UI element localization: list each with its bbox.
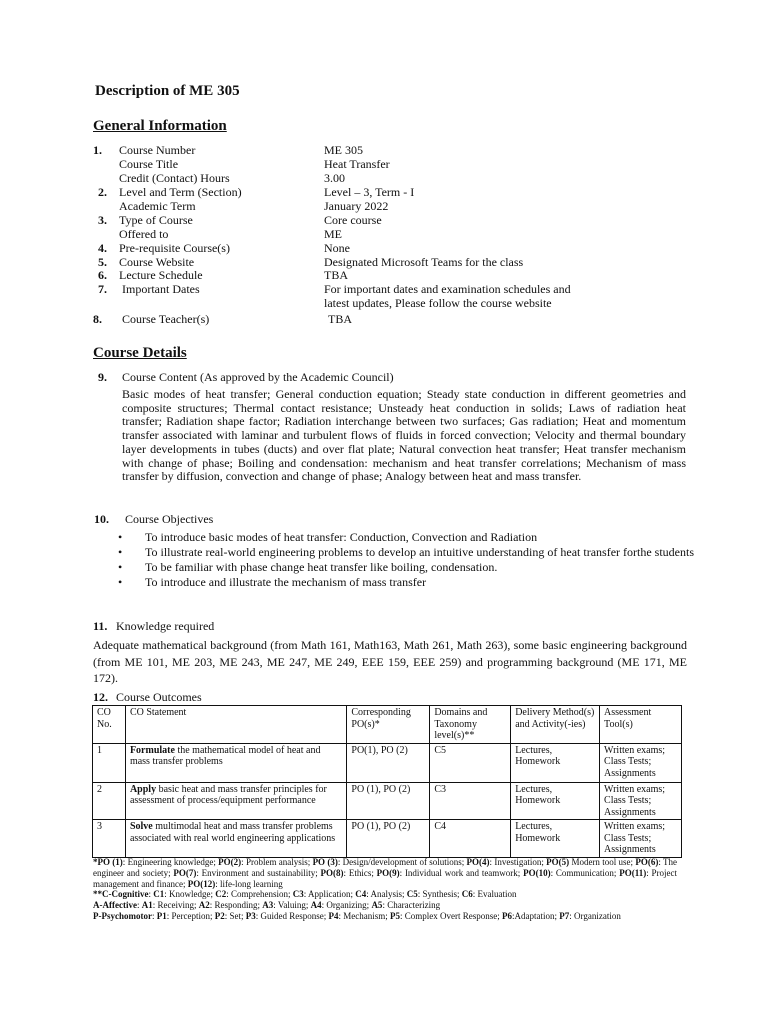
- objective-text: To be familiar with phase change heat transfer like boiling, condensation.: [145, 560, 498, 574]
- footnotes: [93, 857, 677, 922]
- po-code: PO(11): [619, 867, 647, 878]
- domain-desc: : Complex Overt Response;: [400, 910, 503, 921]
- gi-row-label: Academic Term: [119, 199, 196, 213]
- domain-code: A5: [371, 900, 383, 911]
- gi-row: [0, 143, 768, 157]
- gi-row-label: Type of Course: [119, 213, 193, 227]
- domain-desc: : Organization: [569, 910, 621, 921]
- po-desc: : Engineering knowledge;: [122, 857, 219, 867]
- gi-row: [0, 157, 768, 171]
- domain-desc: :Adaptation;: [512, 910, 560, 921]
- domain-desc: : Responding;: [209, 900, 263, 911]
- gi-row-value: Designated Microsoft Teams for the class: [324, 255, 524, 269]
- gi-row-value: ME: [324, 227, 342, 241]
- course-details-heading: Course Details: [93, 345, 187, 361]
- domain-code: P5: [390, 910, 401, 921]
- gi-row-value: TBA: [324, 268, 348, 282]
- gi-row-label: Course Teacher(s): [122, 312, 210, 326]
- gi-row-number: 1.: [93, 143, 102, 157]
- po-code: *PO (1): [93, 857, 123, 867]
- co-verb: Apply: [129, 783, 157, 795]
- bullet-icon: •: [118, 545, 123, 559]
- domain-code: P6: [502, 910, 513, 921]
- gi-row-number: 6.: [98, 268, 107, 282]
- gi-row-value: For important dates and examination schedules and: [324, 282, 571, 296]
- header-assessment-tool: Assessment Tool(s): [600, 706, 682, 744]
- co-statement-text: basic heat and mass transfer principles for assessment of process/equipment performance: [129, 783, 327, 806]
- gi-row-label: Course Number: [119, 143, 196, 157]
- po-desc: : Ethics;: [343, 867, 377, 878]
- gi-row-label: Course Website: [119, 255, 195, 269]
- co-delivery: Lectures, Homework: [511, 782, 600, 820]
- domain-code: A4: [310, 900, 322, 911]
- objective-text: To introduce basic modes of heat transfer: Conduction, Convection and Radiation: [145, 530, 538, 544]
- domain-desc: : Set;: [224, 910, 246, 921]
- co-assessment: Written exams; Class Tests; Assignments: [600, 820, 682, 858]
- domain-code: A-Affective: [93, 900, 137, 911]
- domain-code: C3: [292, 889, 304, 900]
- co-delivery: Lectures, Homework: [511, 743, 600, 782]
- affective-footnote: [93, 900, 677, 911]
- gi-row-label: Course Title: [119, 157, 179, 171]
- po-desc: : Project management and finance;: [93, 867, 677, 889]
- course-outcomes-label: Course Outcomes: [116, 690, 202, 704]
- objective-item: [118, 530, 698, 544]
- course-content-number: 9.: [98, 370, 107, 384]
- po-footnote: [93, 857, 677, 889]
- co-statement: [125, 820, 346, 858]
- po-code: PO(10): [523, 867, 551, 878]
- domain-code: P-Psychomotor: [93, 910, 152, 921]
- domain-code: A2: [198, 900, 210, 911]
- domain-desc: : Application;: [303, 889, 356, 900]
- po-code: PO(12): [187, 878, 216, 889]
- domain-desc: : Analysis;: [366, 889, 407, 900]
- header-delivery-method: Delivery Method(s) and Activity(-ies): [511, 706, 600, 744]
- document-title: Description of ME 305: [95, 83, 240, 99]
- knowledge-required-text: Adequate mathematical background (from Math 161, Math163, Math 261, Math 263), some basic engineering background (from ME 101, ME 203, ME 243, ME 247, ME 249, EEE 159, EEE 259) and programming background (ME 171, ME 172).: [93, 638, 687, 685]
- gi-row-value: TBA: [328, 312, 352, 326]
- gi-row-label: Offered to: [119, 227, 169, 241]
- domain-code: P7: [559, 910, 570, 921]
- domain-code: C4: [355, 889, 367, 900]
- domain-desc: :: [148, 889, 154, 900]
- domain-desc: : Comprehension;: [226, 889, 293, 900]
- table-header-row: [93, 706, 682, 744]
- header-corresponding-po: Corresponding PO(s)*: [347, 706, 430, 744]
- course-objectives-list: [118, 530, 698, 590]
- course-content-text: Basic modes of heat transfer; General conduction equation; Steady state conduction in different geometries and composite structures; Thermal contact resistance; Unsteady heat conduction in solids; Laws of radiation heat transfer; Radiation shape factor; Radiation interchange between two surfaces; Gas radiation; Heat and momentum transfer associated with laminar and turbulent flows of fluids in forced convection; Velocity and thermal boundary layer developments in tubes (ducts) and over flat plate; Natural convection heat transfer; Heat transfer mechanism with change of phase; Boiling and condensation: mechanism and heat transfer correlations; Mechanism of mass transfer by diffusion, convection and change of phase; Analogy between heat and mass transfer.: [122, 387, 686, 484]
- course-content-label: Course Content (As approved by the Academic Council): [122, 370, 394, 384]
- gi-row: [0, 241, 768, 255]
- po-desc: : Design/development of solutions;: [337, 857, 467, 867]
- gi-row-number: 2.: [98, 185, 107, 199]
- domain-code: C6: [461, 889, 473, 900]
- domain-desc: : Mechanism;: [338, 910, 391, 921]
- gi-row-value: January 2022: [324, 199, 389, 213]
- domain-code: P2: [214, 910, 225, 921]
- gi-row-label: Lecture Schedule: [119, 268, 203, 282]
- co-po: PO(1), PO (2): [347, 743, 430, 782]
- course-objectives-label: Course Objectives: [125, 512, 214, 526]
- gi-row: [0, 312, 768, 326]
- domain-code: P1: [156, 910, 167, 921]
- domain-desc: : Perception;: [166, 910, 215, 921]
- domain-desc: : Synthesis;: [417, 889, 462, 900]
- psychomotor-footnote: [93, 911, 677, 922]
- domain-code: P3: [245, 910, 256, 921]
- table-row: [93, 782, 682, 820]
- gi-row: [0, 213, 768, 227]
- gi-row-number: 8.: [93, 312, 102, 326]
- cognitive-footnote: [93, 889, 677, 900]
- gi-row-value: Level – 3, Term - I: [324, 185, 415, 199]
- objective-text: To illustrate real-world engineering problems to develop an intuitive understanding of heat transfer forthe students: [145, 545, 694, 559]
- knowledge-required-label: Knowledge required: [116, 619, 215, 633]
- co-number: 2: [93, 782, 126, 820]
- gi-row-label: Important Dates: [122, 282, 200, 296]
- gi-row-number: 4.: [98, 241, 107, 255]
- domain-code: **C-Cognitive: [93, 889, 149, 900]
- domain-desc: : Valuing;: [273, 900, 311, 911]
- po-code: PO(8): [320, 867, 344, 878]
- co-verb: Formulate: [129, 744, 175, 756]
- co-statement: [125, 782, 346, 820]
- gi-row: [0, 282, 768, 296]
- general-information-heading: General Information: [93, 118, 227, 134]
- co-delivery: Lectures, Homework: [511, 820, 600, 858]
- table-row: [93, 743, 682, 782]
- po-code: PO(7): [173, 867, 197, 878]
- po-desc: : The engineer and society;: [93, 857, 677, 878]
- header-co-statement: CO Statement: [125, 706, 346, 744]
- co-domain: C3: [430, 782, 511, 820]
- gi-row: [0, 199, 768, 213]
- course-outcomes-number: 12.: [93, 690, 108, 704]
- domain-desc: : Characterizing: [382, 900, 441, 911]
- gi-row-value: Heat Transfer: [324, 157, 390, 171]
- domain-desc: : Organizing;: [321, 900, 372, 911]
- gi-row-number: 5.: [98, 255, 107, 269]
- co-verb: Solve: [129, 821, 153, 832]
- po-code: PO (3): [312, 857, 338, 867]
- co-assessment: Written exams; Class Tests; Assignments: [600, 782, 682, 820]
- header-domains-taxonomy: Domains and Taxonomy level(s)**: [430, 706, 511, 744]
- domain-desc: : Guided Response;: [255, 910, 329, 921]
- objective-item: [118, 560, 698, 574]
- objective-item: [118, 545, 698, 559]
- gi-row-value: ME 305: [324, 143, 363, 157]
- gi-row: [0, 268, 768, 282]
- domain-code: C1: [153, 889, 165, 900]
- course-objectives-number: 10.: [94, 512, 109, 526]
- po-code: PO(9): [376, 867, 400, 878]
- po-code: PO(6): [635, 857, 659, 867]
- gi-row-value: Core course: [324, 213, 382, 227]
- co-statement: [125, 743, 346, 782]
- table-row: [93, 820, 682, 858]
- header-co-no: CO No.: [93, 706, 126, 744]
- objective-item: [118, 575, 698, 589]
- domain-desc: : Knowledge;: [164, 889, 216, 900]
- bullet-icon: •: [118, 560, 123, 574]
- gi-row: [0, 296, 768, 310]
- po-code: PO(5): [546, 857, 570, 867]
- domain-desc: :: [136, 900, 142, 911]
- po-desc: : Communication;: [550, 867, 620, 878]
- po-desc: : Individual work and teamwork;: [399, 867, 524, 878]
- co-statement-text: the mathematical model of heat and mass transfer problems: [129, 744, 321, 767]
- objective-text: To introduce and illustrate the mechanism of mass transfer: [145, 575, 427, 589]
- gi-row: [0, 255, 768, 269]
- po-desc: Modern tool use;: [569, 857, 636, 867]
- co-number: 3: [93, 820, 126, 858]
- po-desc: : Problem analysis;: [241, 857, 313, 867]
- gi-row-value: None: [324, 241, 350, 255]
- domain-code: A1: [141, 900, 153, 911]
- po-desc: : life-long learning: [215, 878, 283, 889]
- po-desc: : Environment and sustainability;: [196, 867, 321, 878]
- domain-code: C2: [215, 889, 227, 900]
- gi-row: [0, 227, 768, 241]
- co-number: 1: [93, 743, 126, 782]
- gi-row-number: 7.: [98, 282, 107, 296]
- co-po: PO (1), PO (2): [347, 820, 430, 858]
- domain-code: A3: [262, 900, 274, 911]
- co-domain: C4: [430, 820, 511, 858]
- po-desc: : Investigation;: [489, 857, 547, 867]
- domain-code: P4: [328, 910, 339, 921]
- domain-desc: :: [151, 910, 157, 921]
- gi-row-label: Level and Term (Section): [119, 185, 242, 199]
- domain-desc: : Evaluation: [472, 889, 517, 900]
- gi-row-label: Credit (Contact) Hours: [119, 171, 230, 185]
- co-domain: C5: [430, 743, 511, 782]
- gi-row: [0, 171, 768, 185]
- domain-code: C5: [406, 889, 418, 900]
- knowledge-required-number: 11.: [93, 619, 108, 633]
- gi-row-value: 3.00: [324, 171, 345, 185]
- course-outcomes-table: [92, 705, 682, 858]
- gi-row-value: latest updates, Please follow the course website: [324, 296, 552, 310]
- co-po: PO (1), PO (2): [347, 782, 430, 820]
- bullet-icon: •: [118, 575, 123, 589]
- gi-row: [0, 185, 768, 199]
- po-code: PO(2): [218, 857, 242, 867]
- co-statement-text: multimodal heat and mass transfer problems associated with real world engineering applications: [129, 821, 336, 844]
- gi-row-label: Pre-requisite Course(s): [119, 241, 230, 255]
- po-code: PO(4): [466, 857, 490, 867]
- domain-desc: : Receiving;: [152, 900, 199, 911]
- gi-row-number: 3.: [98, 213, 107, 227]
- bullet-icon: •: [118, 530, 123, 544]
- co-assessment: Written exams; Class Tests; Assignments: [600, 743, 682, 782]
